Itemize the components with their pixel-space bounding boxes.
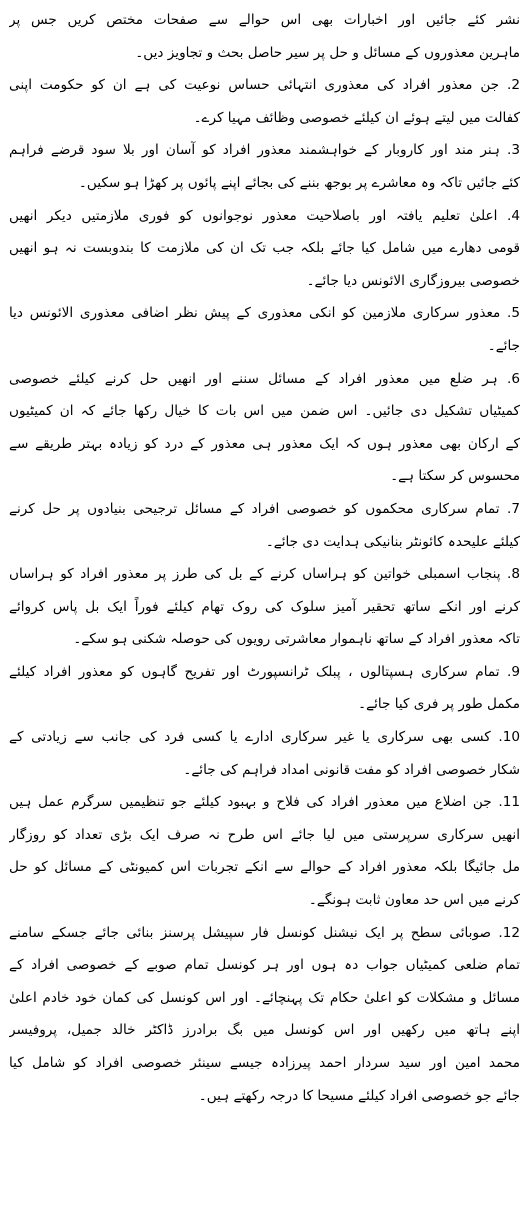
text-line: 6. ہر ضلع میں معذور افراد کے مسائل سننے اور انھیں حل کرنے کیلئے خصوصی: [9, 370, 520, 387]
text-line: 7. تمام سرکاری محکموں کو خصوصی افراد کے مسائل ترجیحی بنیادوں پر حل کرنے: [9, 500, 520, 517]
text-line: کرنے میں اس حد معاون ثابت ہونگے۔: [308, 892, 520, 909]
text-line: 10. کسی بھی سرکاری یا غیر سرکاری ادارے یا کسی فرد کی جانب سے زیادتی کے: [9, 729, 520, 746]
text-line: کے ارکان بھی معذور ہوں کہ ایک معذور ہی معذور کے درد کو زیادہ بہتر طریقے سے: [9, 435, 520, 452]
text-line: محمد امین اور سید سردار احمد پیرزادہ جیسے سینئر خصوصی افراد کو شامل کیا: [9, 1055, 520, 1071]
text-line: انھیں سرکاری سرپرستی میں لیا جائے اس طرح نہ صرف ایک بڑی تعداد کو روزگار: [9, 826, 520, 843]
text-line: جائے جو خصوصی افراد کیلئے مسیحا کا درجہ رکھتے ہیں۔: [198, 1087, 520, 1104]
text-line: مل جائیگا بلکہ معذور افراد کے حوالے سے انکے تجربات اس کمیونٹی کے مسائل کو حل: [9, 859, 520, 876]
text-line: 11. جن اضلاع میں معذور افراد کی فلاح و بہبود کیلئے جو تنظیمیں سرگرم عمل ہیں: [9, 794, 520, 811]
text-line: مسائل و مشکلات کو اعلیٰ حکام تک پہنچائے۔ اور اس کونسل کی کمان خود خادم اعلیٰ: [9, 989, 520, 1006]
text-line: محسوس کر سکتا ہے۔: [390, 468, 520, 485]
text-line: 4. اعلیٰ تعلیم یافتہ اور باصلاحیت معذور نوجوانوں کو فوری ملازمتیں دیکر انھیں: [9, 207, 520, 224]
text-line: 3. ہنر مند اور کاروبار کے خواہشمند معذور افراد کو آسان اور بلا سود قرضے فراہم: [9, 142, 520, 159]
text-line: کئے جائیں تاکہ وہ معاشرے پر بوجھ بننے کی بجائے اپنے پائوں پر کھڑا ہو سکیں۔: [78, 174, 520, 191]
text-line: کفالت میں لیتے ہوئے ان کیلئے خصوصی وظائف مہیا کرے۔: [193, 109, 520, 126]
text-line: 2. جن معذور افراد کی معذوری انتہائی حساس نوعیت کی ہے ان کو حکومت اپنی: [9, 77, 520, 94]
text-line: مکمل طور پر فری کیا جائے۔: [358, 696, 520, 713]
text-line: 9. تمام سرکاری ہسپتالوں ، پبلک ٹرانسپورٹ اور تفریح گاہوں کو معذور افراد کیلئے: [9, 663, 520, 680]
text-line: تمام ضلعی کمیٹیاں جواب دہ ہوں اور ہر کونسل تمام صوبے کے خصوصی افراد کے: [9, 957, 520, 974]
text-line: کمیٹیاں تشکیل دی جائیں۔ اس ضمن میں اس بات کا خیال رکھا جائے کہ ان کمیٹیوں: [9, 403, 520, 420]
text-line: ماہرین معذوروں کے مسائل و حل پر سیر حاصل بحث و تجاویز دیں۔: [135, 44, 520, 61]
text-line: شکار خصوصی افراد کو مفت قانونی امداد فراہم کی جائے۔: [183, 761, 520, 778]
text-line: کیلئے علیحدہ کائونٹر بنانیکی ہدایت دی جائے۔: [265, 533, 520, 550]
text-line: 8. پنجاب اسمبلی خواتین کو ہراساں کرنے کے بل کی طرز پر معذور افراد کو ہراساں: [9, 566, 520, 583]
article-body: [9, 4, 520, 1112]
text-line: خصوصی بیروزگاری الائونس دیا جائے۔: [306, 272, 520, 289]
text-line: تاکہ معذور افراد کے ساتھ ناہموار معاشرتی رویوں کی حوصلہ شکنی ہو سکے۔: [73, 631, 520, 648]
text-line: قومی دھارے میں شامل کیا جائے بلکہ جب تک ان کی ملازمت کا بندوبست نہ ہو انھیں: [9, 240, 520, 257]
text-line: جائے۔: [487, 337, 520, 354]
text-line: اپنے ہاتھ میں رکھیں اور اس کونسل میں بگ برادرز ڈاکٹر خالد جمیل، پروفیسر: [9, 1022, 520, 1039]
text-line: کرنے اور انکے ساتھ تحقیر آمیز سلوک کی روک تھام کیلئے فوراً ایک بل پاس کروائے: [9, 598, 520, 615]
text-line: نشر کئے جائیں اور اخبارات بھی اس حوالے سے صفحات مختص کریں جس پر: [9, 12, 520, 28]
text-line: 5. معذور سرکاری ملازمین کو انکی معذوری کے پیش نظر اضافی معذوری الائونس دیا: [9, 305, 520, 322]
text-line: 12. صوبائی سطح پر ایک نیشنل کونسل فار سپیشل پرسنز بنائی جائے جسکے سامنے: [9, 924, 520, 941]
